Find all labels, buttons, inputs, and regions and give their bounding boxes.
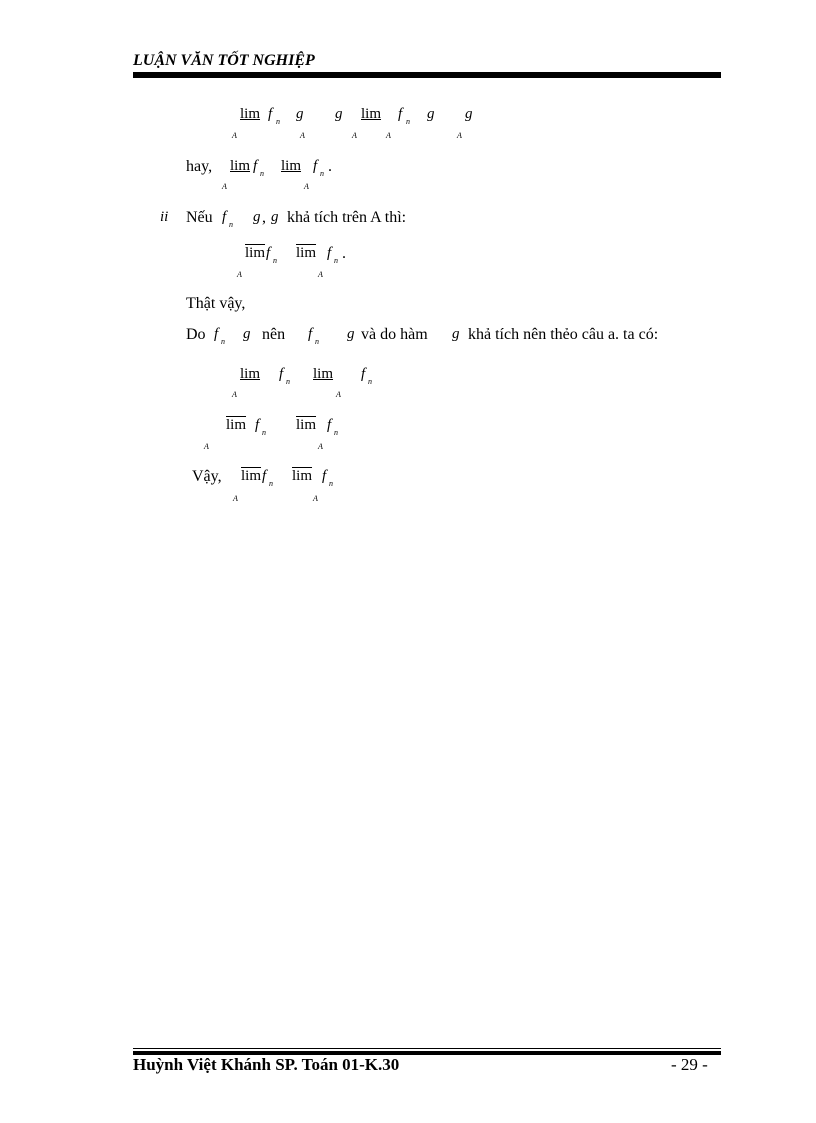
f-2: f [398, 106, 403, 122]
text-do: Do [186, 326, 206, 343]
dot-1: . [328, 158, 332, 175]
n-12: n [262, 428, 266, 437]
liminf-1: lim [240, 106, 261, 122]
header-title: LUẬN VĂN TỐT NGHIỆP [133, 52, 315, 69]
limsup-5: $\overline{lim}$ [241, 468, 262, 484]
A-1: A [232, 131, 237, 140]
A-11: A [336, 390, 341, 399]
A-12: A [204, 442, 209, 451]
n-3: n [260, 169, 264, 178]
f-11: f [361, 366, 366, 382]
limsup-3: $\overline{lim}$ [226, 417, 247, 433]
liminf-4: lim [281, 158, 302, 174]
n-6: n [273, 256, 277, 265]
A-8: A [237, 270, 242, 279]
text-vay: Vậy, [192, 468, 222, 485]
g-2: g [335, 106, 343, 122]
g-1: g [296, 106, 304, 122]
n-5: n [229, 220, 233, 229]
n-11: n [368, 377, 372, 386]
n-1: n [276, 117, 280, 126]
f-1: f [268, 106, 273, 122]
n-10: n [286, 377, 290, 386]
f-7: f [327, 245, 332, 261]
f-9: f [308, 326, 313, 342]
A-9: A [318, 270, 323, 279]
text-va-do-ham: và do hàm [361, 326, 428, 343]
A-4: A [386, 131, 391, 140]
A-10: A [232, 390, 237, 399]
A-7: A [304, 182, 309, 191]
liminf-3: lim [230, 158, 251, 174]
A-5: A [457, 131, 462, 140]
item-ii: ii [160, 209, 169, 225]
comma-1: , [262, 209, 266, 226]
n-15: n [329, 479, 333, 488]
limsup-1: $\overline{lim}$ [245, 245, 266, 261]
liminf-6: lim [313, 366, 334, 382]
text-kha-tich: khả tích trên A thì: [287, 209, 407, 226]
g-9: g [452, 326, 460, 342]
f-12: f [255, 417, 260, 433]
text-hay: hay, [186, 158, 213, 175]
header-rule [133, 72, 721, 78]
limsup-2: $\overline{lim}$ [296, 245, 317, 261]
g-3: g [427, 106, 435, 122]
A-13: A [318, 442, 323, 451]
f-6: f [266, 245, 271, 261]
text-kha-tich-nen: khả tích nên thẻo câu a. ta có: [468, 326, 659, 343]
g-4: g [465, 106, 473, 122]
A-3: A [352, 131, 357, 140]
g-5: g [253, 209, 261, 225]
limsup-4: $\overline{lim}$ [296, 417, 317, 433]
limsup-6: $\overline{lim}$ [292, 468, 313, 484]
f-13: f [327, 417, 332, 433]
text-neu: Nếu [186, 209, 213, 226]
A-2: A [300, 131, 305, 140]
f-15: f [322, 468, 327, 484]
liminf-5: lim [240, 366, 261, 382]
n-2: n [406, 117, 410, 126]
n-14: n [269, 479, 273, 488]
page-number: - 29 - [671, 1055, 708, 1074]
f-4: f [313, 158, 318, 174]
n-7: n [334, 256, 338, 265]
g-7: g [243, 326, 251, 342]
n-8: n [221, 337, 225, 346]
n-13: n [334, 428, 338, 437]
f-10: f [279, 366, 284, 382]
n-4: n [320, 169, 324, 178]
text-nen: nên [262, 326, 286, 343]
A-14: A [233, 494, 238, 503]
A-15: A [313, 494, 318, 503]
f-3: f [253, 158, 258, 174]
n-9: n [315, 337, 319, 346]
dot-2: . [342, 245, 346, 262]
f-8: f [214, 326, 219, 342]
A-6: A [222, 182, 227, 191]
f-14: f [262, 468, 267, 484]
liminf-2: lim [361, 106, 382, 122]
text-that-vay: Thật vậy, [186, 295, 246, 312]
f-5: f [222, 209, 227, 225]
footer-author: Huỳnh Việt Khánh SP. Toán 01-K.30 [133, 1055, 400, 1074]
g-8: g [347, 326, 355, 342]
g-6: g [271, 209, 279, 225]
footer-rule-thin [133, 1048, 721, 1049]
